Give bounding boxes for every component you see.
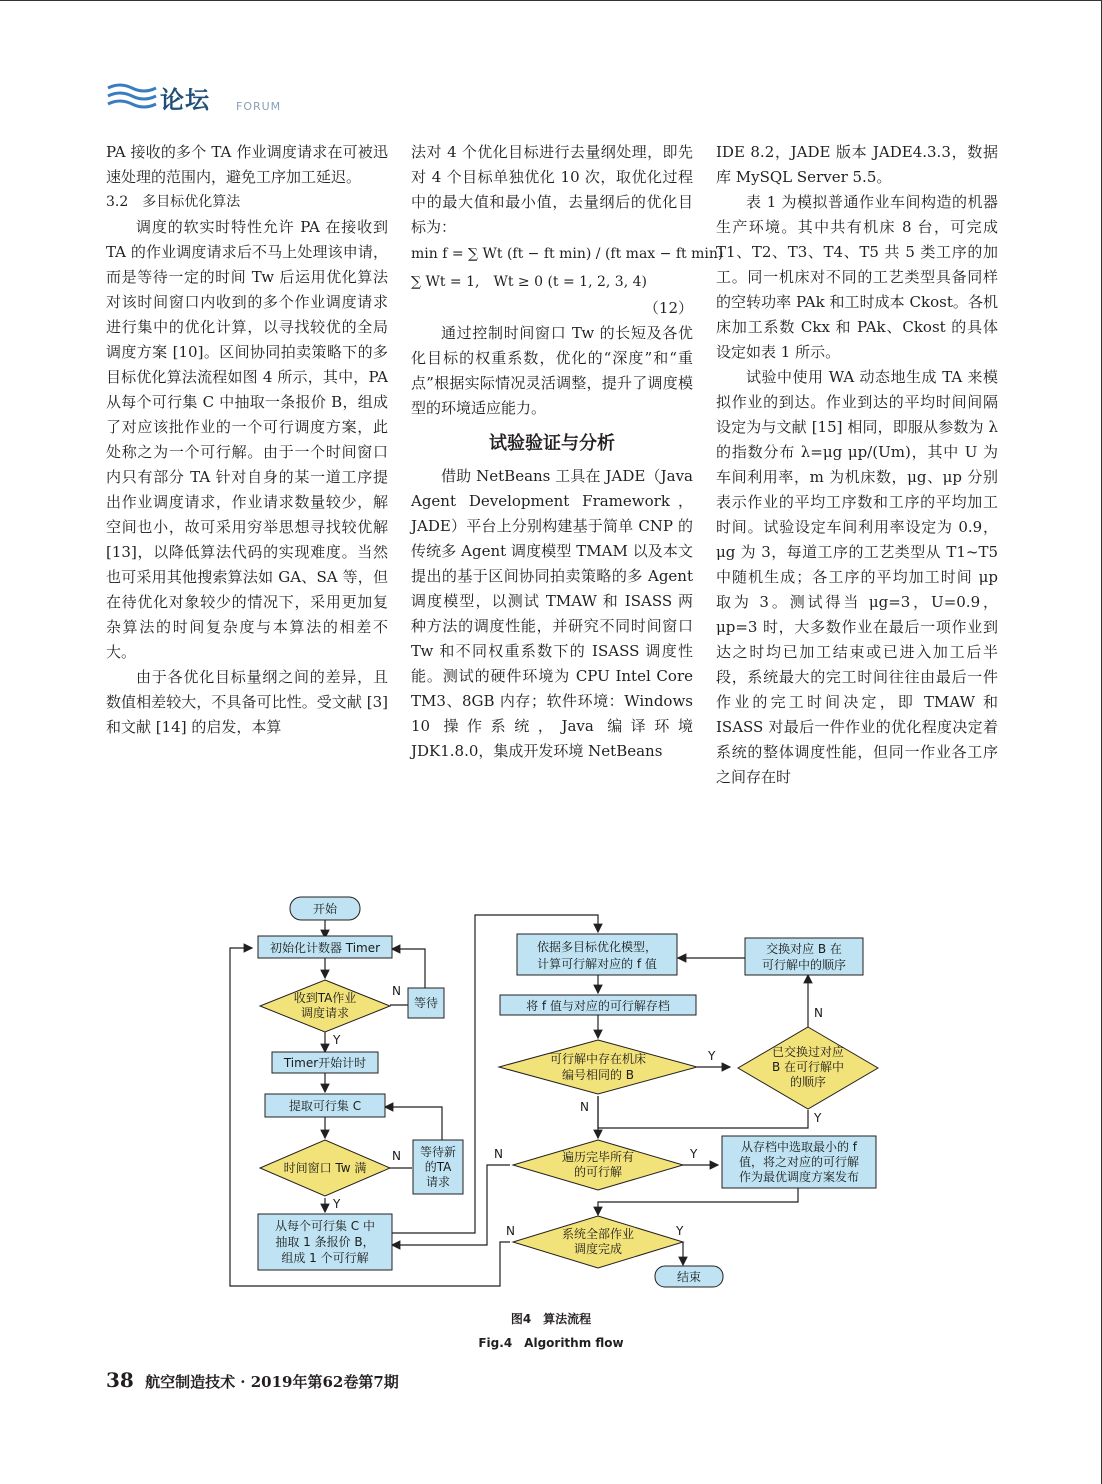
- logo-subtitle: FORUM: [236, 100, 282, 113]
- formula-line-2: ∑ Wt = 1, Wt ≥ 0 (t = 1, 2, 3, 4): [411, 274, 647, 290]
- paragraph: 表 1 为模拟普通作业车间构造的机器生产环境。其中共有机床 8 台，可完成 T1、T2、T3、T4、T5 共 5 类工序的加工。同一机床对不同的工艺类型具备同样的空转功率 PAk 和工时成本 Ckost。各机床加工系数 Ckx 和 PAk、Ckost 的具体设定如表 1 所示。: [716, 193, 998, 361]
- paragraph: 法对 4 个优化目标进行去量纲处理，即先对 4 个目标单独优化 10 次，取优化过程中的最大值和最小值，去量纲后的优化目标为：: [411, 143, 693, 236]
- journal-info: 航空制造技术 · 2019年第62卷第7期: [145, 1373, 399, 1391]
- traverse-label-1: 遍历完毕所有: [561, 1150, 635, 1164]
- label-n: N: [494, 1147, 503, 1161]
- end-label: 结束: [676, 1270, 702, 1284]
- same-diamond: [499, 1040, 697, 1094]
- select-label-2: 值，将之对应的可行解: [738, 1155, 860, 1169]
- pick-label-3: 组成 1 个可行解: [281, 1251, 369, 1265]
- label-n: N: [580, 1100, 589, 1114]
- compute-label-1: 依据多目标优化模型，: [536, 940, 658, 954]
- select-label-1: 从存档中选取最小的 f: [740, 1140, 858, 1154]
- wave-icon: [106, 80, 158, 114]
- window-label: 时间窗口 Tw 满: [283, 1161, 367, 1175]
- wait-new-label-1: 等待新: [419, 1145, 457, 1159]
- select-label-3: 作为最优调度方案发布: [738, 1170, 860, 1184]
- paragraph: IDE 8.2，JADE 版本 JADE4.3.3，数据库 MySQL Server 5.5。: [716, 143, 998, 186]
- pick-label-2: 抽取 1 条报价 B，: [275, 1235, 375, 1249]
- label-y: Y: [708, 1049, 716, 1063]
- paragraph: 试验中使用 WA 动态地生成 TA 来模拟作业的到达。作业到达的平均时间间隔设定为与文献 [15] 相同，即服从参数为 λ 的指数分布 λ=μg μp/(Um)，其中 U 为车间利用率，m 为机床数，μg、μp 分别表示作业的平均工序数和工序的平均加工时间。试验设定车间利用率设定为 0.9，μg 为 3，每道工序的工艺类型从 T1~T5 中随机生成；各工序的平均加工时间 μp 取为 3。测试得当 μg=3，U=0.9，μp=3 时，大多数作业在最后一项作业到达之时均已加工结束或已进入加工后半段，系统最大的完工时间往往由最后一件作业的完工时间决定，即 TMAW 和 ISASS 对最后一件作业的优化程度决定着系统的整体调度性能，但同一作业各工序之间存在时: [716, 368, 998, 786]
- formula-line-1: min f = ∑ Wt (ft − ft min) / (ft max − ft min): [411, 246, 724, 262]
- swap-label-1: 交换对应 B 在: [766, 942, 842, 956]
- page-footer: [106, 1368, 399, 1392]
- figure-caption-cn: 图4 算法流程: [510, 1312, 592, 1326]
- same-label-2: 编号相同的 B: [561, 1068, 635, 1082]
- wait-new-label-2: 的TA: [424, 1160, 452, 1174]
- traverse-label-2: 的可行解: [573, 1165, 623, 1179]
- algorithm-flowchart: [0, 890, 1102, 1300]
- wait-new-label-3: 请求: [425, 1175, 451, 1189]
- recv-label-2: 调度请求: [300, 1006, 350, 1020]
- top-rule: [0, 0, 1102, 1]
- label-n: N: [392, 1149, 401, 1163]
- label-n: N: [814, 1006, 823, 1020]
- logo-title: 论坛: [160, 85, 210, 114]
- label-y: Y: [333, 1197, 341, 1211]
- forum-logo: [106, 80, 296, 116]
- column-1: [106, 140, 388, 740]
- paragraph: 通过控制时间窗口 Tw 的长短及各优化目标的权重系数，优化的“深度”和“重点”根据实际情况灵活调整，提升了调度模型的环境适应能力。: [411, 324, 693, 417]
- wait-label: 等待: [413, 996, 439, 1010]
- init-label: 初始化计数器 Timer: [269, 941, 381, 955]
- start-label: 开始: [312, 902, 338, 916]
- all-done-label-1: 系统全部作业: [561, 1227, 635, 1241]
- label-y: Y: [814, 1111, 822, 1125]
- swapped-label-2: B 在可行解中: [771, 1060, 845, 1074]
- column-2: [411, 140, 724, 764]
- paragraph: 调度的软实时特性允许 PA 在接收到 TA 的作业调度请求后不马上处理该申请，而是等待一定的时间 Tw 后运用优化算法对该时间窗口内收到的多个作业调度请求进行集中的优化计算，以寻找较优的全局调度方案 [10]。区间协同拍卖策略下的多目标优化算法流程如图 4 所示，其中，PA 从每个可行集 C 中抽取一条报价 B，组成了对应该批作业的一个可行调度方案，此处称之为一个可行解。由于一个时间窗口内只有部分 TA 针对自身的某一道工序提出作业调度请求，作业请求数量较少，解空间也小，故可采用穷举思想寻找较优解 [13]，以降低算法代码的实现难度。当然也可采用其他搜索算法如 GA、SA 等，但在待优化对象较少的情况下，采用更加复杂算法的时间复杂度与本算法的相差不大。: [106, 218, 388, 661]
- swap-label-2: 可行解中的顺序: [761, 958, 847, 972]
- extract-label: 提取可行集 C: [288, 1099, 362, 1113]
- label-n: N: [392, 984, 401, 998]
- swapped-label-1: 已交换过对应: [771, 1045, 845, 1059]
- pick-label-1: 从每个可行集 C 中: [274, 1219, 376, 1233]
- label-n: N: [506, 1224, 515, 1238]
- same-label-1: 可行解中存在机床: [549, 1052, 647, 1066]
- paragraph: PA 接收的多个 TA 作业调度请求在可被迅速处理的范围内，避免工序加工延迟。: [106, 143, 388, 186]
- swapped-label-3: 的顺序: [789, 1075, 827, 1089]
- page-number: 38: [106, 1368, 134, 1392]
- figure-caption-en: Fig.4 Algorithm flow: [478, 1336, 624, 1350]
- all-done-label-2: 调度完成: [573, 1242, 623, 1256]
- paragraph: 由于各优化目标量纲之间的差异，且数值相差较大，不具备可比性。受文献 [3] 和文献 [14] 的启发，本算: [106, 668, 388, 736]
- label-y: Y: [676, 1224, 684, 1238]
- section-heading: 3.2 多目标优化算法: [106, 194, 241, 210]
- compute-label-2: 计算可行解对应的 f 值: [537, 957, 657, 971]
- section-title: 试验验证与分析: [489, 433, 615, 454]
- label-y: Y: [690, 1147, 698, 1161]
- recv-label-1: 收到TA作业: [293, 991, 357, 1005]
- equation-number: （12）: [643, 299, 693, 317]
- column-3: [716, 140, 998, 790]
- store-label: 将 f 值与对应的可行解存档: [526, 999, 670, 1013]
- label-y: Y: [333, 1033, 341, 1047]
- paragraph: 借助 NetBeans 工具在 JADE（Java Agent Development Framework，JADE）平台上分别构建基于简单 CNP 的传统多 Agent 调度模型 TMAM 以及本文提出的基于区间协同拍卖策略的多 Agent 调度模型，以测试 TMAW 和 ISASS 两种方法的调度性能，并研究不同时间窗口 Tw 和不同权重系数下的 ISASS 调度性能。测试的硬件环境为 CPU Intel Core TM3、8GB 内存；软件环境：Windows 10 操作系统，Java 编译环境 JDK1.8.0，集成开发环境 NetBeans: [411, 467, 693, 760]
- timer-label: Timer开始计时: [283, 1056, 367, 1070]
